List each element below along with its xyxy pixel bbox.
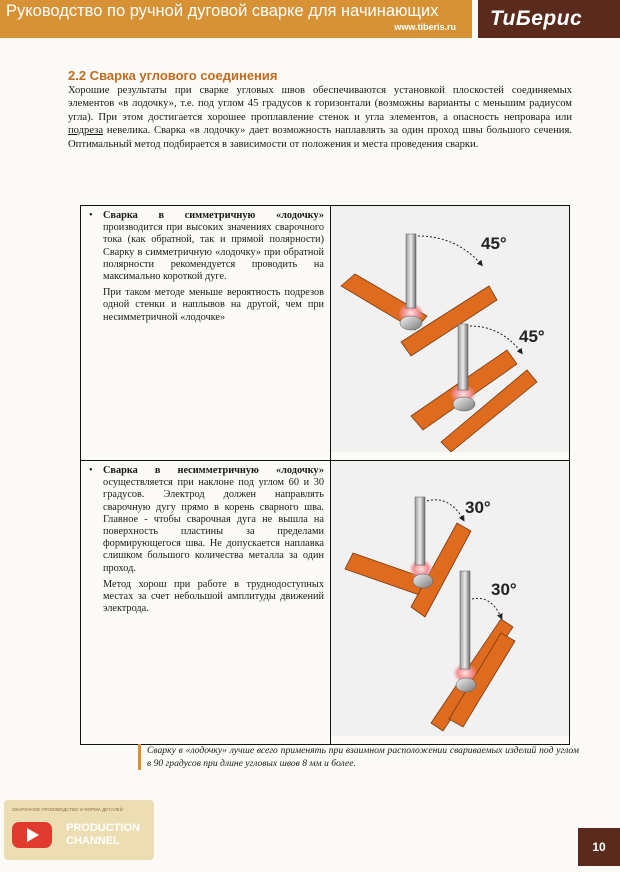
watermark-line-2: CHANNEL [66,835,120,847]
brand-logo: ТиБерис [490,7,583,30]
symmetric-heading: Сварка в симметричную «лодочку» [103,210,324,221]
bullet-icon: • [89,210,93,221]
intro-text-b: невелика. Сварка «в лодочку» дает возможность наплавлять за один проход швы большого сечения. Оптимальный метод подбирается в зависимости от положения и места проведения сварки. [68,125,572,150]
symmetric-text: производится при высоких значениях сварочного тока (как обратной, так и прямой полярности) Сварку в симметричную «лодочку» при обратной полярности рекомендуется проводить на максимально короткой дуге. [103,222,324,283]
table-row-symmetric [81,206,570,461]
electrode [458,324,468,390]
electrode [460,571,470,669]
angle-label-2: 30° [491,580,517,599]
asymmetric-text-2: Метод хорош при работе в труднодоступных местах за счет небольшой амплитуды движений электрода. [103,578,324,615]
weld-bead [413,574,433,588]
symmetric-weld-illustration [331,206,569,452]
section-title: 2.2 Сварка углового соединения [68,68,278,83]
asymmetric-text: осуществляется при наклоне под углом 60 и 30 градусов. Электрод должен направлять сварочную дугу прямо в корень сварного шва. Главное - чтобы сварочная дуга не вышла на поверхность пластины за пределами формирующегося шва. Не допускается наплавка слишком большого количества металла за один проход. [103,477,324,574]
tip-note: Сварку в «лодочку» лучше всего применять при взаимном расположении свариваемых изделий под углом в 90 градусов при длине угловых швов 8 мм и более. [138,744,579,770]
intro-text-a: Хорошие результаты при сварке угловых швов обеспечиваются установкой плоскостей соединяемых элементов «в лодочку», т.е. под углом 45 градусов к горизонтали (возможны варианты с меньшим радиусом угла). При этом достигается хорошее проплавление стенок и угла элементов, а опасность непровара или [68,85,572,123]
angle-label-1: 45° [481,234,507,253]
watermark-caption: СВАРОЧНОЕ ПРОИЗВОДСТВО И ФОРМА ДЕТАЛЕЙ [12,807,124,812]
asymmetric-text-cell [81,461,331,745]
page-number: 10 [578,828,620,866]
table-row-asymmetric [81,461,570,745]
weld-bead [456,678,476,692]
asymmetric-illustration-cell [331,461,570,745]
symmetric-illustration-cell [331,206,570,461]
electrode [406,234,416,308]
angle-label-2: 45° [519,327,545,346]
weld-bead [400,316,422,330]
logo-banner [478,0,620,38]
methods-table [80,205,570,745]
asymmetric-weld-illustration [331,461,569,736]
weld-bead [453,397,475,411]
watermark-line-1: PRODUCTION [66,822,140,834]
asymmetric-heading: Сварка в несимметричную «лодочку» [103,465,324,476]
symmetric-text-2: При таком методе меньше вероятность подрезов одной стенки и наплывов на другой, чем при несимметричной «лодочке» [103,287,324,323]
symmetric-text-cell [81,206,331,461]
intro-underlined: подреза [68,125,104,137]
electrode [415,497,425,565]
header-banner [0,0,472,38]
intro-paragraph [68,84,572,151]
bullet-icon: • [89,465,93,476]
header-url[interactable]: www.tiberis.ru [394,22,456,32]
angle-label-1: 30° [465,498,491,517]
play-icon [27,828,39,842]
header-title: Руководство по ручной дуговой сварке для начинающих [6,2,439,20]
